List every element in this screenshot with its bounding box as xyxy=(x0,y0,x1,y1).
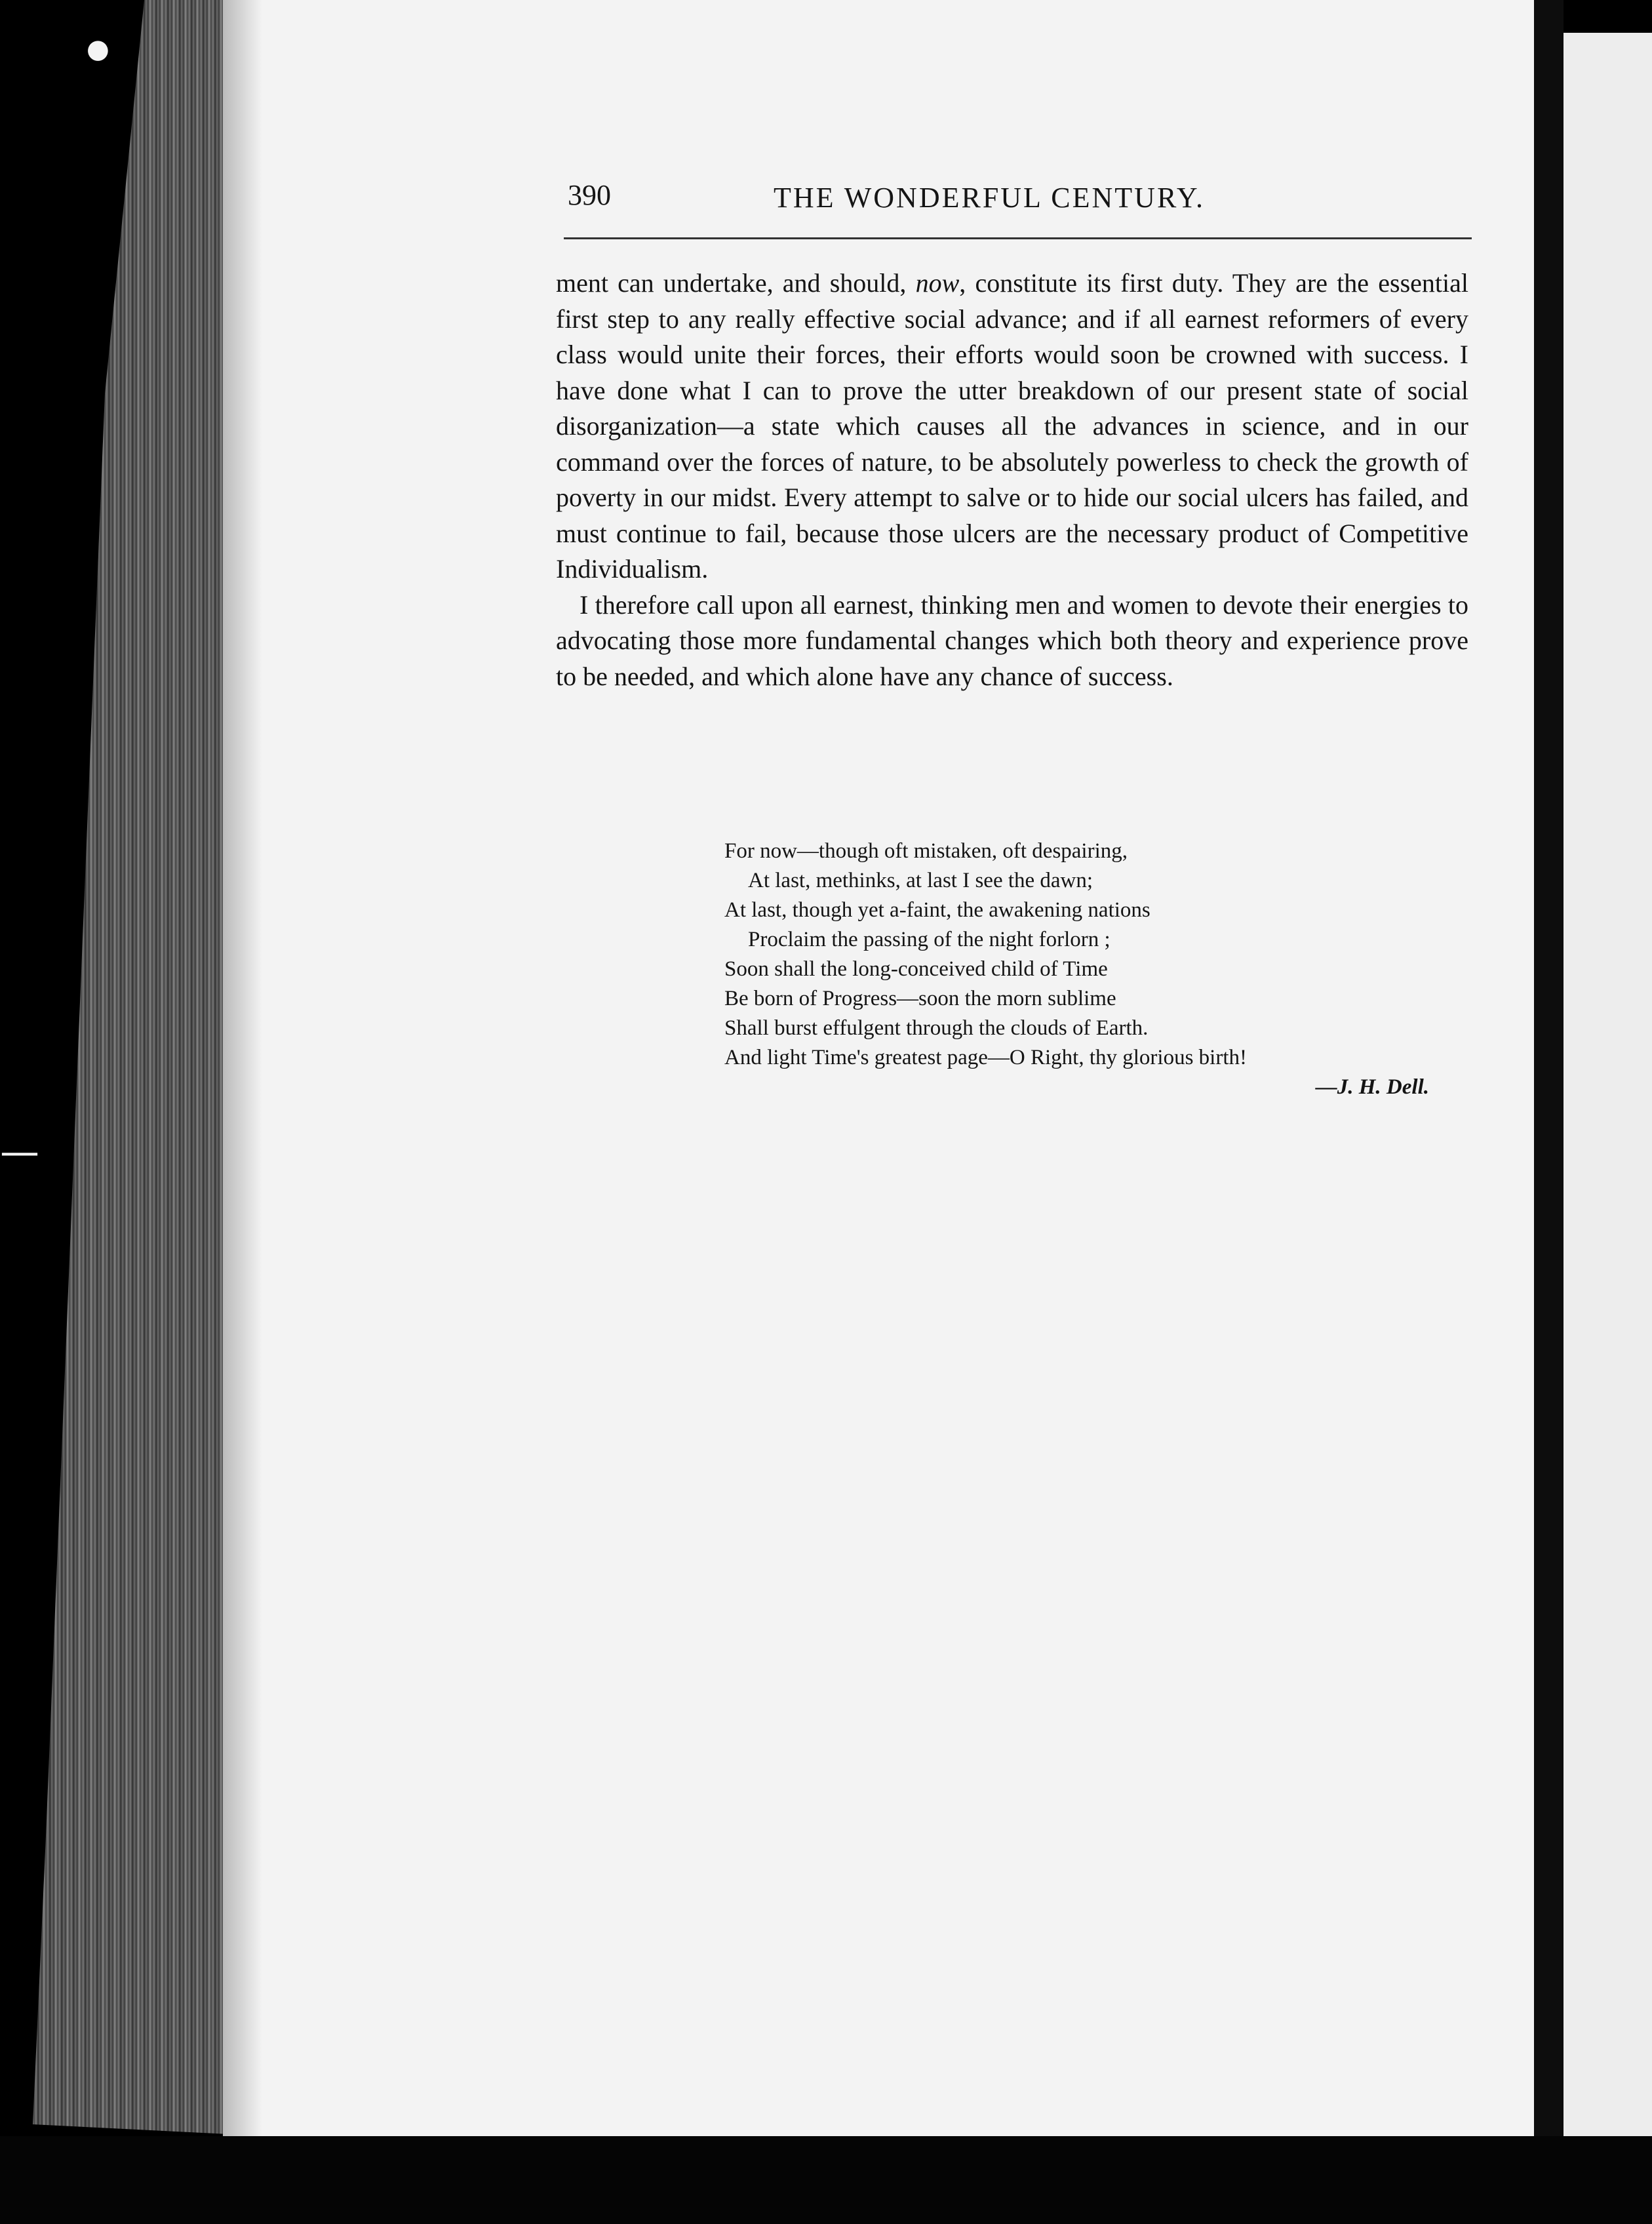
scan-bottom-border xyxy=(0,2136,1652,2224)
gutter-shadow xyxy=(223,0,262,2136)
poem-block xyxy=(724,837,1468,1102)
paragraph-1-text-rest: , constitute its first duty. They are the essential first step to any really effective social advance; and if all earnest reformers of every class would unite their forces, their efforts would soon be crowned with success. I have done what I can to prove the utter breakdown of our present state of social disorganization—a state which causes all the advances in science, and in our command over the forces of nature, to be absolutely powerless to check the growth of poverty in our midst. Every attempt to salve or to hide our social ulcers has failed, and must continue to fail, because those ulcers are the necessary product of Competitive Individualism. xyxy=(556,268,1468,584)
scan-streak-mark: — xyxy=(0,1129,39,1175)
paragraph-1-text-start: ment can undertake, and should, xyxy=(556,268,916,298)
poem-line: Soon shall the long-conceived child of Time xyxy=(724,957,1108,981)
poem-line: And light Time's greatest page—O Right, thy glorious birth! xyxy=(724,1046,1247,1069)
poem-line: At last, though yet a-faint, the awakening nations xyxy=(724,898,1150,922)
binding-shadow xyxy=(1534,0,1564,2136)
poem-line: Be born of Progress—soon the morn sublime xyxy=(724,987,1116,1010)
header-rule xyxy=(564,237,1472,239)
body-text xyxy=(556,266,1468,694)
page-header xyxy=(564,178,1468,224)
poem-line: At last, methinks, at last I see the dawn; xyxy=(748,869,1093,892)
facing-page-edge xyxy=(1564,33,1652,2137)
poem-line: Proclaim the passing of the night forlorn ; xyxy=(748,928,1111,951)
poem-line: For now—though oft mistaken, oft despairing, xyxy=(724,839,1128,863)
book-page-edges xyxy=(26,0,229,2134)
paragraph-1 xyxy=(556,266,1468,587)
paragraph-1-italic-word: now xyxy=(915,268,960,298)
page-number: 390 xyxy=(568,179,611,211)
scan-speck-mark: ● xyxy=(87,34,109,64)
poem-attribution: —J. H. Dell. xyxy=(1315,1075,1429,1099)
paragraph-2: I therefore call upon all earnest, thinking men and women to devote their energies to advocating those more fundamental changes which both theory and experience prove to be needed, and which alone have any chance of success. xyxy=(556,589,1468,691)
running-head: THE WONDERFUL CENTURY. xyxy=(774,182,1205,214)
poem-line: Shall burst effulgent through the clouds of Earth. xyxy=(724,1016,1149,1040)
